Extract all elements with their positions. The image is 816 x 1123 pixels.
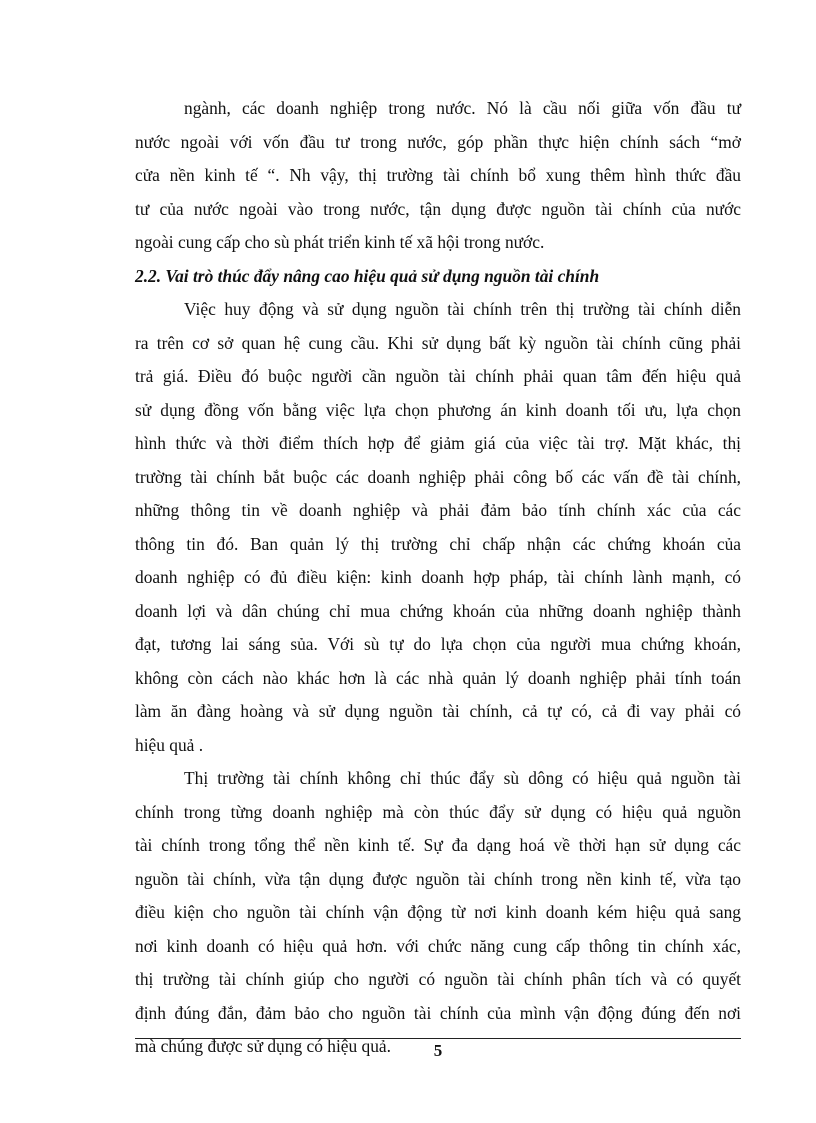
text-line: trả giá. Điều đó buộc người cần nguồn tài chính phải quan tâm đến hiệu quả [135, 366, 741, 386]
paragraph-1 [135, 92, 741, 260]
text-line: doanh nghiệp có đủ điều kiện: kinh doanh hợp pháp, tài chính lành mạnh, có [135, 567, 741, 587]
text-line: Thị trường tài chính không chỉ thúc đẩy sù dông có hiệu quả nguồn tài [184, 768, 741, 788]
text-line: mà chúng được sử dụng có hiệu quả. [135, 1036, 392, 1056]
text-line: điều kiện cho nguồn tài chính vận động từ nơi kinh doanh kém hiệu quả sang [135, 902, 741, 922]
text-line: ngoài cung cấp cho sù phát triển kinh tế xã hội trong nước. [135, 232, 545, 252]
text-line: tư của nước ngoài vào trong nước, tận dụng được nguồn tài chính của nước [135, 198, 741, 219]
text-line: sử dụng đồng vốn bằng việc lựa chọn phương án kinh doanh tối ưu, lựa chọn [135, 399, 741, 420]
text-line: nguồn tài chính, vừa tận dụng được nguồn tài chính trong nền kinh tế, vừa tạo [135, 868, 741, 889]
text-line: tài chính trong tổng thể nền kinh tế. Sự đa dạng hoá về thời hạn sử dụng các [135, 835, 741, 855]
paragraph-2 [135, 293, 741, 762]
text-line: thị trường tài chính giúp cho người có nguồn tài chính phân tích và có quyết [135, 969, 741, 989]
text-line: nơi kinh doanh có hiệu quả hơn. với chức năng cung cấp thông tin chính xác, [135, 935, 741, 956]
text-line: cửa nền kinh tế “. Nh vậy, thị trường tài chính bổ xung thêm hình thức đầu [135, 165, 741, 185]
text-line: thông tin đó. Ban quản lý thị trường chỉ chấp nhận các chứng khoán của [135, 533, 741, 554]
text-line: ra trên cơ sở quan hệ cung cầu. Khi sử dụng bất kỳ nguồn tài chính cũng phải [135, 332, 741, 353]
text-line: không còn cách nào khác hơn là các nhà quản lý doanh nghiệp phải tính toán [135, 667, 741, 688]
text-line: Việc huy động và sử dụng nguồn tài chính trên thị trường tài chính diễn [184, 299, 741, 319]
text-line: đạt, tương lai sáng sủa. Với sù tự do lựa chọn của người mua chứng khoán, [135, 634, 741, 654]
text-line: trường tài chính bắt buộc các doanh nghiệp phải công bố các vấn đề tài chính, [135, 466, 741, 487]
footer-divider [135, 1038, 741, 1039]
text-line: định đúng đắn, đảm bảo cho nguồn tài chính của mình vận động đúng đến nơi [135, 1002, 741, 1023]
text-line: hiệu quả . [135, 734, 204, 755]
text-line: hình thức và thời điểm thích hợp để giảm giá của việc tài trợ. Mặt khác, thị [135, 433, 741, 453]
text-line: chính trong từng doanh nghiệp mà còn thúc đẩy sử dụng có hiệu quả nguồn [135, 801, 741, 822]
text-line: ngành, các doanh nghiệp trong nước. Nó là cầu nối giữa vốn đầu tư [184, 98, 741, 118]
page-number: 5 [433, 1041, 443, 1060]
paragraph-3 [135, 762, 741, 1064]
text-line: những thông tin về doanh nghiệp và phải đảm bảo tính chính xác của các [135, 500, 741, 520]
text-line: làm ăn đàng hoàng và sử dụng nguồn tài chính, cả tự có, cả đi vay phải có [135, 701, 741, 721]
text-line: doanh lợi và dân chúng chỉ mua chứng khoán của những doanh nghiệp thành [135, 600, 741, 621]
body-text [135, 92, 741, 1064]
text-line: nước ngoài với vốn đầu tư trong nước, góp phần thực hiện chính sách “mở [135, 131, 741, 152]
section-heading: 2.2. Vai trò thúc đẩy nâng cao hiệu quả sử dụng nguồn tài chính [135, 265, 600, 286]
